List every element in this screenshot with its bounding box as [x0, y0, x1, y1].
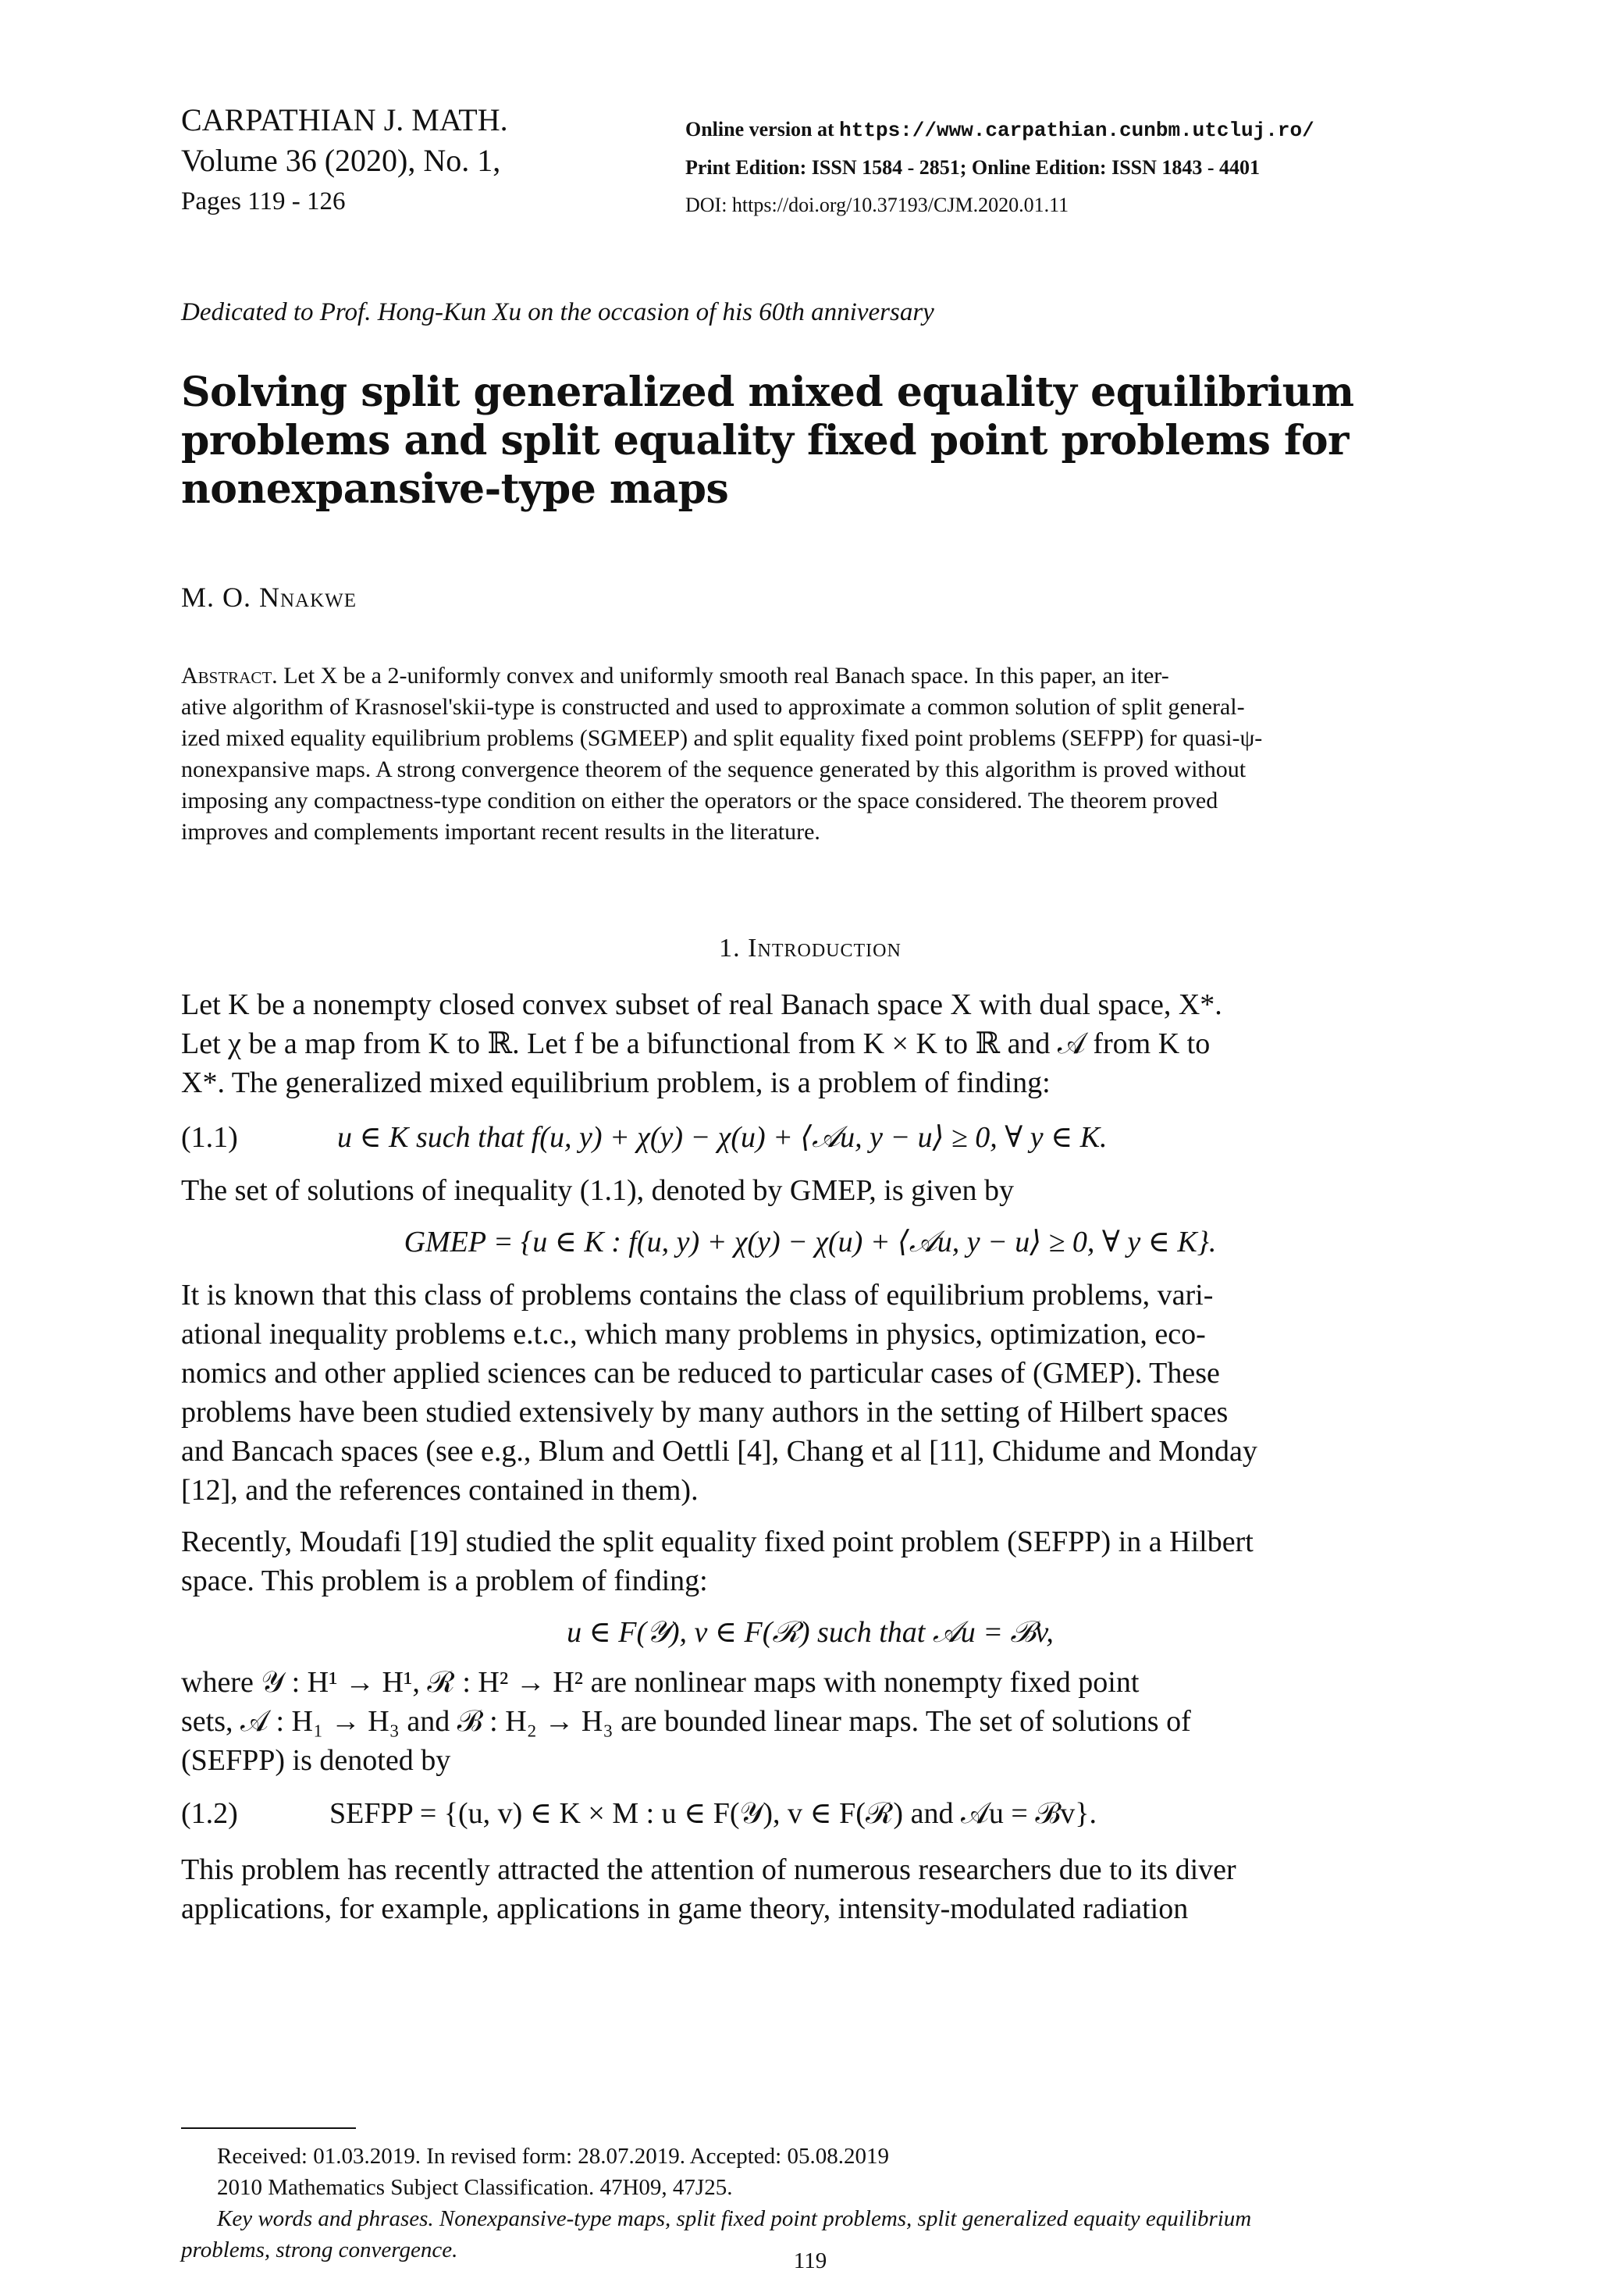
abstract-line: ized mixed equality equilibrium problems (SGMEEP) and split equality fixed point problems (SEFPP) for quasi-ψ-: [181, 725, 1263, 751]
received-note: Received: 01.03.2019. In revised form: 28.07.2019. Accepted: 05.08.2019: [217, 2144, 889, 2169]
paragraph-intro: [181, 985, 1439, 1102]
keywords-note: Key words and phrases. Nonexpansive-type maps, split fixed point problems, split generalized equaity equilibrium: [217, 2206, 1252, 2231]
text-line: ational inequality problems e.t.c., which many problems in physics, optimization, eco-: [181, 1318, 1206, 1351]
text-line: sets, 𝒜 : H₁ → H₃ and ℬ : H₂ → H₃ are bounded linear maps. The set of solutions of: [181, 1705, 1191, 1738]
keywords-note-cont: problems, strong convergence.: [181, 2237, 458, 2262]
title-line: nonexpansive-type maps: [181, 465, 729, 513]
title-line: problems and split equality fixed point problems for: [181, 417, 1349, 465]
text-line: It is known that this class of problems contains the class of equilibrium problems, vari-: [181, 1279, 1214, 1312]
online-version: [685, 111, 1314, 149]
text-line: Let χ be a map from K to ℝ. Let f be a bifunctional from K × K to ℝ and 𝒜 from K to: [181, 1027, 1211, 1060]
equation-body: SEFPP = {(u, v) ∈ K × M : u ∈ F(𝒴), v ∈ F(ℛ) and 𝒜u = ℬv}.: [329, 1797, 1097, 1830]
equation-body: u ∈ K such that f(u, y) + χ(y) − χ(u) + ⟨𝒜u, y − u⟩ ≥ 0, ∀ y ∈ K.: [337, 1121, 1108, 1154]
footnote-rule: [181, 2127, 356, 2129]
journal-header: [181, 100, 508, 222]
equation-sefpp-display: u ∈ F(𝒴), v ∈ F(ℛ) such that 𝒜u = ℬv,: [567, 1616, 1054, 1649]
online-url[interactable]: https://www.carpathian.cunbm.utcluj.ro/: [839, 119, 1314, 142]
abstract-line: imposing any compactness-type condition on either the operators or the space considered. The theorem proved: [181, 788, 1218, 813]
footnotes: [181, 2141, 1439, 2266]
print-edition: Print Edition: ISSN 1584 - 2851; Online Edition: ISSN 1843 - 4401: [685, 156, 1261, 179]
abstract-line: nonexpansive maps. A strong convergence theorem of the sequence generated by this algorithm is proved without: [181, 756, 1247, 782]
paragraph-applications: [181, 1850, 1439, 1928]
paragraph-sefpp: [181, 1522, 1439, 1600]
abstract-line: ative algorithm of Krasnosel'skii-type is constructed and used to approximate a common solution of split general-: [181, 694, 1245, 720]
text-line: Recently, Moudafi [19] studied the split equality fixed point problem (SEFPP) in a Hilbert: [181, 1525, 1254, 1558]
paragraph-maps: [181, 1663, 1439, 1780]
publication-info: [685, 111, 1314, 224]
text-line: nomics and other applied sciences can be reduced to particular cases of (GMEP). These: [181, 1357, 1220, 1390]
text-line: and Bancach spaces (see e.g., Blum and Oettli [4], Chang et al [11], Chidume and Monday: [181, 1435, 1257, 1468]
journal-name: CARPATHIAN J. MATH.: [181, 102, 508, 137]
volume-line: Volume 36 (2020), No. 1,: [181, 143, 501, 178]
dedication: Dedicated to Prof. Hong-Kun Xu on the occasion of his 60th anniversary: [181, 298, 934, 326]
abstract-line: [181, 660, 1439, 692]
online-prefix: Online version at: [685, 118, 834, 141]
section-heading: 1. Introduction: [719, 934, 902, 963]
equation-number: (1.1): [181, 1121, 238, 1154]
text-line: where 𝒴 : H¹ → H¹, ℛ : H² → H² are nonlinear maps with nonempty fixed point: [181, 1666, 1140, 1699]
pages-line: Pages 119 - 126: [181, 187, 346, 215]
text-line: X*. The generalized mixed equilibrium problem, is a problem of finding:: [181, 1066, 1051, 1099]
doi-line[interactable]: DOI: https://doi.org/10.37193/CJM.2020.01.11: [685, 194, 1069, 216]
text-line: space. This problem is a problem of finding:: [181, 1564, 708, 1597]
paragraph-gmep: The set of solutions of inequality (1.1), denoted by GMEP, is given by: [181, 1174, 1015, 1207]
page-number: 119: [793, 2248, 827, 2273]
text-line: [12], and the references contained in them).: [181, 1474, 699, 1507]
author: M. O. Nnakwe: [181, 582, 357, 613]
text-line: applications, for example, applications in game theory, intensity-modulated radiation: [181, 1892, 1189, 1925]
abstract-text: Let X be a 2-uniformly convex and uniformly smooth real Banach space. In this paper, an iter-: [283, 663, 1169, 689]
paragraph-context: [181, 1276, 1439, 1510]
equation-number: (1.2): [181, 1797, 238, 1830]
msc-note: 2010 Mathematics Subject Classification. 47H09, 47J25.: [217, 2175, 733, 2200]
title-line: Solving split generalized mixed equality equilibrium: [181, 368, 1354, 416]
equation-gmep: GMEP = {u ∈ K : f(u, y) + χ(y) − χ(u) + ⟨𝒜u, y − u⟩ ≥ 0, ∀ y ∈ K}.: [404, 1226, 1217, 1258]
abstract-line: improves and complements important recent results in the literature.: [181, 819, 820, 845]
text-line: Let K be a nonempty closed convex subset of real Banach space X with dual space, X*.: [181, 988, 1222, 1021]
paper-title: [181, 368, 1439, 514]
text-line: problems have been studied extensively by many authors in the setting of Hilbert spaces: [181, 1396, 1229, 1429]
abstract-label: Abstract.: [181, 663, 278, 689]
text-line: (SEFPP) is denoted by: [181, 1744, 451, 1777]
abstract: [181, 660, 1439, 848]
text-line: This problem has recently attracted the attention of numerous researchers due to its diver: [181, 1853, 1236, 1886]
